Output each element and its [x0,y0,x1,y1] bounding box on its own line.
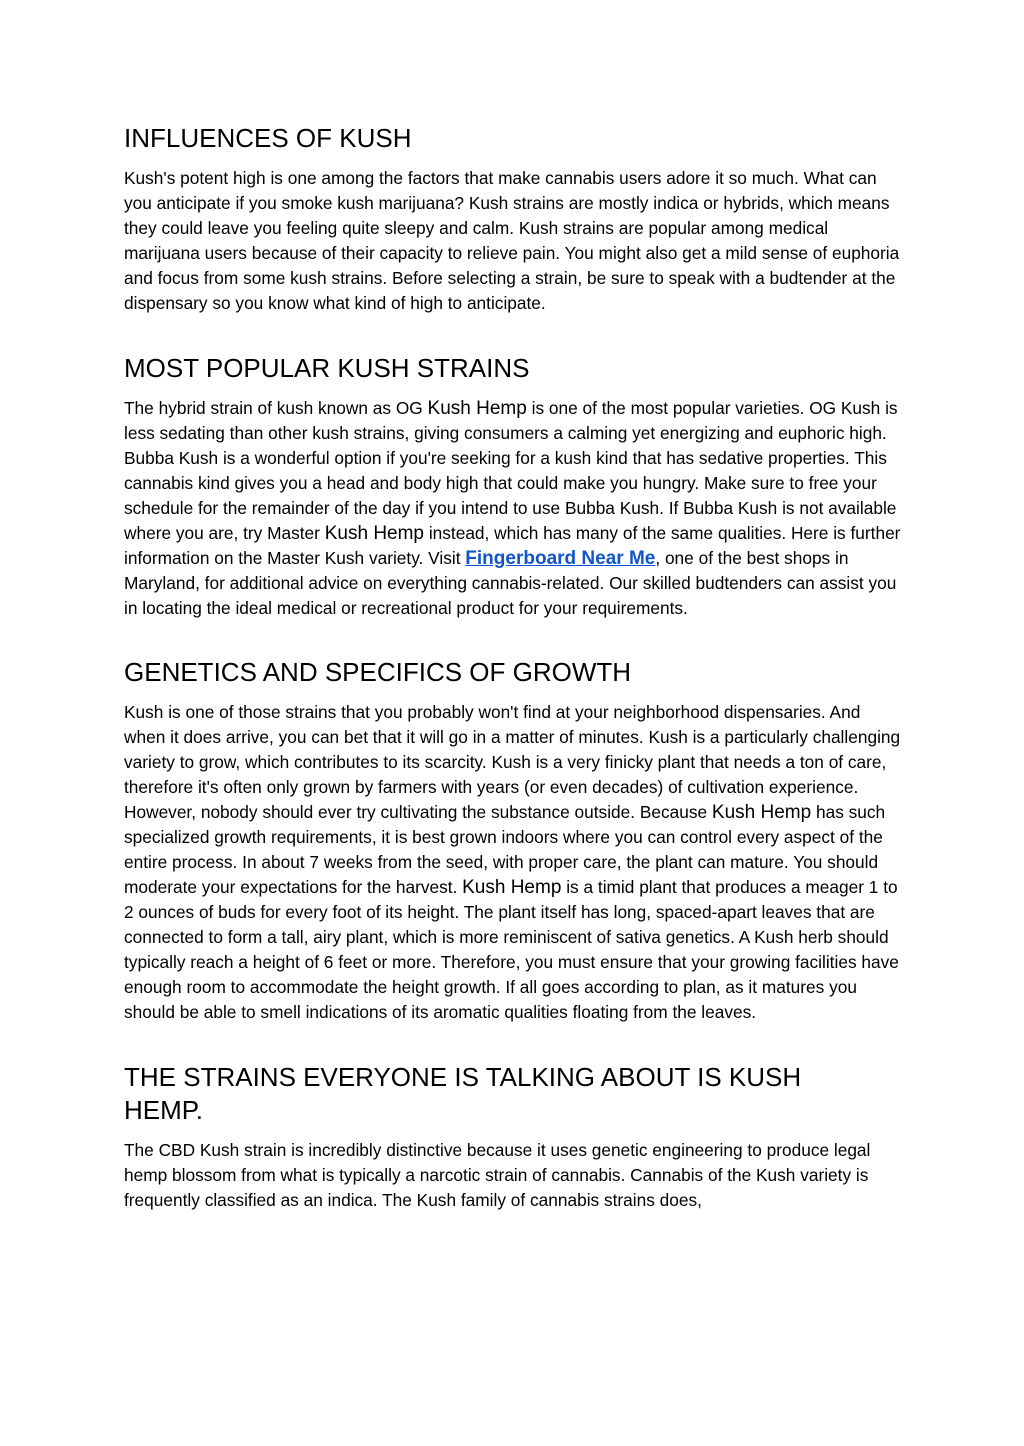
section-heading: INFLUENCES OF KUSH [124,123,412,153]
paragraph-text: instead, which has many of the same qualities. Here is further information on the Master Kush variety. Visit [124,523,901,568]
paragraph-text: has such specialized growth requirements, it is best grown indoors where you can control every aspect of the entire process. In about 7 weeks from the seed, with proper care, the plant can mature. You should moderate your expectations for the harvest. [124,802,886,897]
section-heading: GENETICS AND SPECIFICS OF GROWTH [124,657,632,687]
section-paragraph: The CBD Kush strain is incredibly distinctive because it uses genetic engineering to produce legal hemp blossom from what is typically a narcotic strain of cannabis. Cannabis of the Kush variety is frequently classified as an indica. The Kush family of cannabis strains does, [124,1140,871,1210]
paragraph-text: , one of the best shops in Maryland, for additional advice on everything cannabis-related. Our skilled budtenders can assist you in locating the ideal medical or recreational product for your requirements. [124,548,897,618]
section-paragraph: Kush's potent high is one among the factors that make cannabis users adore it so much. What can you anticipate if you smoke kush marijuana? Kush strains are mostly indica or hybrids, which means they could leave you feeling quite sleepy and calm. Kush strains are popular among medical marijuana users because of their capacity to relieve pain. You might also get a mild sense of euphoria and focus from some kush strains. Before selecting a strain, be sure to speak with a budtender at the dispensary so you know what kind of high to anticipate. [124,168,900,313]
section-heading: THE STRAINS EVERYONE IS TALKING ABOUT IS KUSH HEMP. [124,1062,802,1125]
section-paragraph [124,396,904,621]
keyword-text: Kush Hemp [462,877,562,898]
keyword-text: Kush Hemp [324,523,425,544]
section-genetics-growth [124,656,904,1025]
section-heading: MOST POPULAR KUSH STRAINS [124,353,530,383]
section-influences [124,122,904,316]
paragraph-text: The hybrid strain of kush known as OG [124,398,428,418]
keyword-text: Kush Hemp [427,398,527,419]
section-popular-strains [124,352,904,621]
paragraph-text: is a timid plant that produces a meager 1 to 2 ounces of buds for every foot of its height. The plant itself has long, spaced-apart leaves that are connected to form a tall, airy plant, which is more reminiscent of sativa genetics. A Kush herb should typically reach a height of 6 feet or more. Therefore, you must ensure that your growing facilities have enough room to accommodate the height growth. If all goes according to plan, as it matures you should be able to smell indications of its aromatic qualities floating from the leaves. [124,877,899,1022]
document-page [124,122,904,1213]
section-paragraph [124,700,904,1025]
paragraph-text: is one of the most popular varieties. OG Kush is less sedating than other kush strains, giving consumers a calming yet energizing and euphoric high. Bubba Kush is a wonderful option if you're seeking for a kush kind that has sedative properties. This cannabis kind gives you a head and body high that could make you hungry. Make sure to free your schedule for the remainder of the day if you intend to use Bubba Kush. If Bubba Kush is not available where you are, try Master [124,398,898,543]
fingerboard-near-me-link[interactable]: Fingerboard Near Me [465,548,656,569]
paragraph-text: Kush is one of those strains that you probably won't find at your neighborhood dispensaries. And when it does arrive, you can bet that it will go in a matter of minutes. Kush is a particularly challenging variety to grow, which contributes to its scarcity. Kush is a very finicky plant that needs a ton of care, therefore it's often only grown by farmers with years (or even decades) of cultivation experience. However, nobody should ever try cultivating the substance outside. Because [124,702,901,822]
keyword-text: Kush Hemp [711,802,812,823]
section-strains-talking [124,1061,904,1213]
